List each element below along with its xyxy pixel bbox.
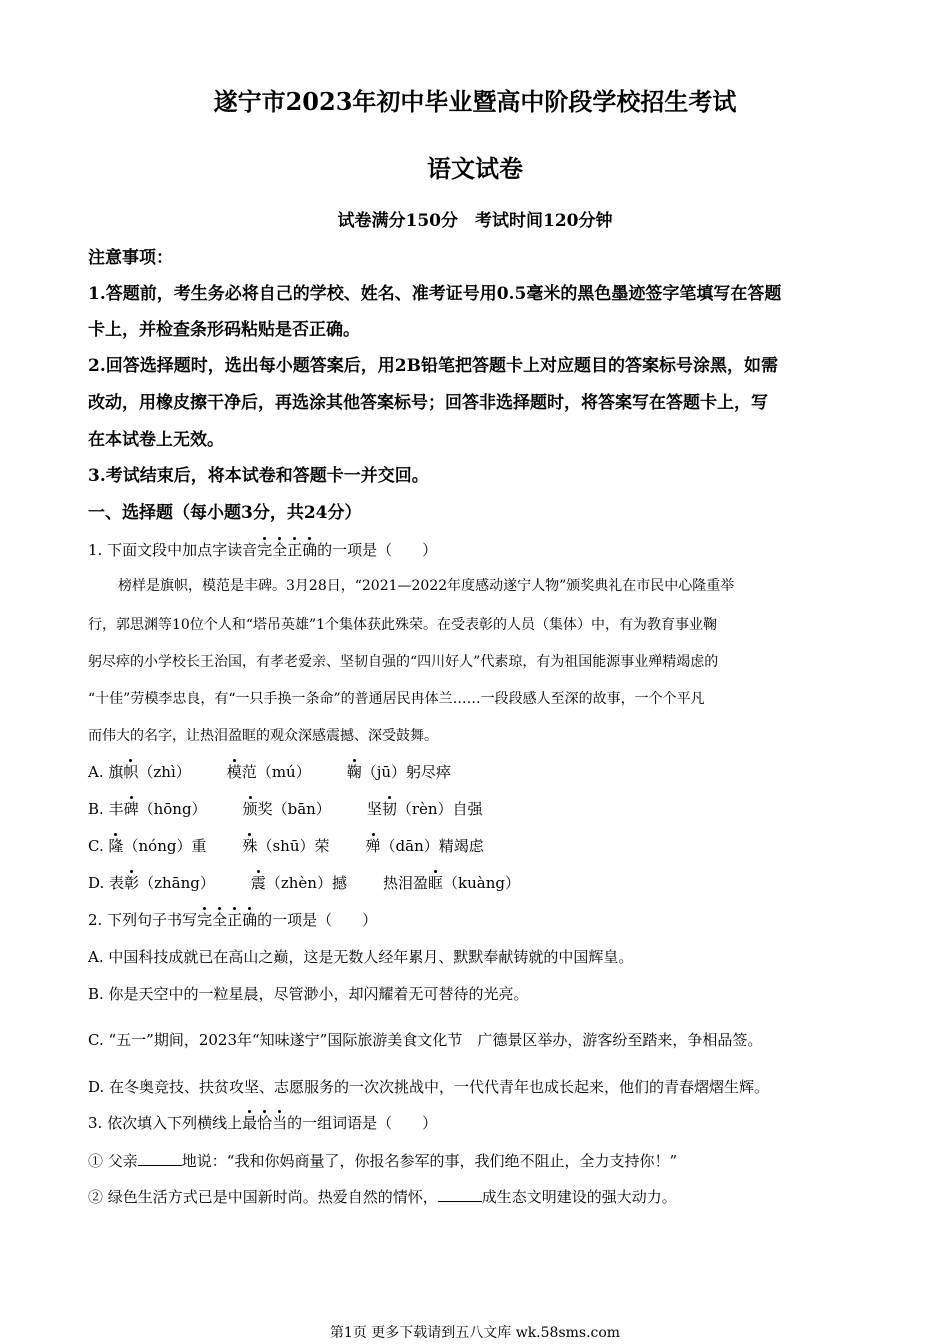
- notice-heading: 注意事项：: [88, 248, 173, 268]
- exam-title: 遂宁市2023年初中毕业暨高中阶段学校招生考试: [213, 87, 737, 116]
- q1-option-a: A. 旗帜（zhì） 模范（mú） 鞠（jū）躬尽瘁: [88, 763, 452, 781]
- section1-heading: 一、选择题（每小题3分，共24分）: [88, 503, 362, 523]
- q1-option-b: B. 丰碑（hōng） 颁奖（bān） 坚韧（rèn）自强: [88, 800, 483, 818]
- q1-dot-char: 完: [257, 541, 273, 559]
- notice-item2-line1: 2.回答选择题时，选出每小题答案后，用2B铅笔把答题卡上对应题目的答案标号涂黑，如需: [88, 356, 778, 376]
- q1-dot-char: 正: [287, 541, 303, 559]
- exam-meta: 试卷满分150分 考试时间120分钟: [337, 211, 613, 231]
- q1-option-d: D. 表彰（zhāng） 震（zhèn）撼 热泪盈眶（kuàng）: [88, 874, 520, 892]
- q1-dot-char: 确: [302, 541, 318, 559]
- q2-option-a: A. 中国科技成就已在高山之巅，这是无数人经年累月、默默奉献铸就的中国辉皇。: [88, 948, 634, 966]
- q1-passage-line-4: “十佳”劳模李忠良，有“一只手换一条命”的普通居民冉体兰……一段段感人至深的故事，一个个平凡: [88, 691, 705, 707]
- q1-passage-line-2: 行，郭思渊等10位个人和“塔吊英雄”1个集体获此殊荣。在受表彰的人员（集体）中，有为教育事业鞠: [88, 617, 718, 633]
- q2-option-c: C. “五一”期间，2023年“知味遂宁”国际旅游美食文化节 广德景区举办，游客纷至踏来，争相品签。: [88, 1031, 763, 1049]
- page-footer: 第1页 更多下载请到五八文库 wk.58sms.com: [329, 1325, 621, 1341]
- notice-item1-line2: 卡上，并检查条形码粘贴是否正确。: [88, 320, 360, 340]
- notice-item3: 3.考试结束后，将本试卷和答题卡一并交回。: [88, 466, 429, 486]
- q1-passage-line-3: 躬尽瘁的小学校长王治国，有孝老爱亲、坚韧自强的“四川好人”代素琼，有为祖国能源事业殚精竭虑的: [88, 654, 719, 670]
- q2-option-b: B. 你是天空中的一粒星晨，尽管渺小，却闪耀着无可替待的光亮。: [88, 985, 529, 1003]
- q1-passage-line-1: 榜样是旗帜，模范是丰碑。3月28日，“2021—2022年度感动遂宁人物”颁奖典礼在市民中心隆重举: [118, 578, 735, 594]
- q3-stem: 3. 依次填入下列横线上最恰当的一组词语是（ ）: [88, 1114, 438, 1132]
- q1-passage-line-5: 而伟大的名字，让热泪盈眶的观众深感震撼、深受鼓舞。: [88, 728, 438, 744]
- notice-item1-line1: 1.答题前，考生务必将自己的学校、姓名、准考证号用0.5毫米的黑色墨迹签字笔填写在答题: [88, 284, 782, 304]
- q2-option-d: D. 在冬奥竞技、扶贫攻坚、志愿服务的一次次挑战中，一代代青年也成长起来，他们的青春熠熠生辉。: [88, 1078, 770, 1096]
- q3-line-2: ② 绿色生活方式已是中国新时尚。热爱自然的情怀， 成生态文明建设的强大动力。: [88, 1188, 677, 1206]
- q1-dot-char: 全: [272, 541, 288, 559]
- q1-option-c: C. 隆（nóng）重 殊（shū）荣 殚（dān）精竭虑: [88, 837, 484, 855]
- notice-item2-line2: 改动，用橡皮擦干净后，再选涂其他答案标号；回答非选择题时，将答案写在答题卡上，写: [88, 393, 768, 413]
- subject-title: 语文试卷: [427, 154, 523, 183]
- q1-stem: 1. 下面文段中加点字读音完全正确的一项是（ ）: [88, 541, 438, 559]
- fill-blank-1: [138, 1151, 182, 1166]
- notice-item2-line3: 在本试卷上无效。: [88, 430, 224, 450]
- q3-line-1: ① 父亲 地说：“我和你妈商量了，你报名参军的事，我们绝不阻止，全力支持你！”: [88, 1152, 678, 1170]
- q2-stem: 2. 下列句子书写完全正确的一项是（ ）: [88, 911, 378, 929]
- fill-blank-2: [438, 1187, 482, 1202]
